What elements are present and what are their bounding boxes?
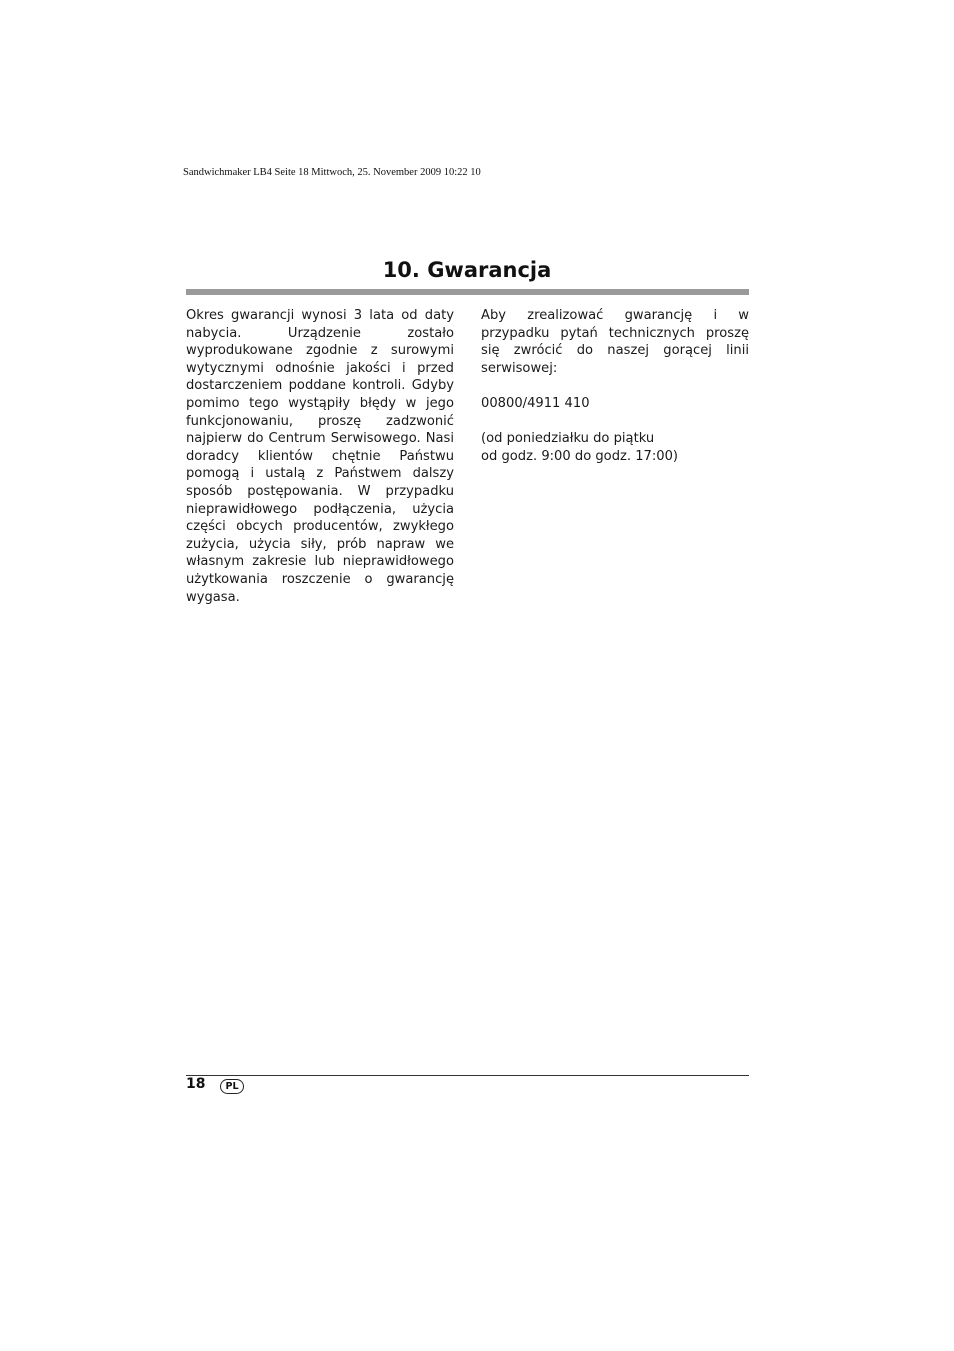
service-hours-line-2: od godz. 9:00 do godz. 17:00)	[481, 448, 679, 464]
section-title: 10. Gwarancja	[382, 258, 552, 282]
print-slug: Sandwichmaker LB4 Seite 18 Mittwoch, 25. November 2009 10:22 10	[183, 167, 481, 178]
warranty-terms-column	[186, 307, 454, 606]
page-number: 18	[186, 1076, 206, 1092]
title-underline-bar	[186, 289, 749, 295]
hotline-number: 00800/4911 410	[481, 395, 590, 411]
service-contact-column	[481, 307, 749, 465]
service-hours-line-1: (od poniedziałku do piątku	[481, 431, 655, 447]
warranty-terms-paragraph: Okres gwarancji wynosi 3 lata od daty nabycia. Urządzenie zostało wyprodukowane zgodnie z surowymi wytycznymi odnośnie jakości i przed dostarczeniem poddane kontroli. Gdyby pomimo tego wystąpiły błędy w jego funkcjonowaniu, proszę zadzwonić najpierw do Centrum Serwisowego. Nasi doradcy klientów chętnie Państwu pomogą i ustalą z Państwem dalszy sposób postępowania. W przypadku nieprawidłowego podłączenia, użycia części obcych producentów, zwykłego zużycia, użycia siły, prób napraw we własnym zakresie lub nieprawidłowego użytkowania roszczenie o gwarancję wygasa.	[186, 308, 454, 605]
service-intro-paragraph: Aby zrealizować gwarancję i w przypadku pytań technicznych proszę się zwrócić do naszej gorącej linii serwisowej:	[481, 308, 749, 376]
footer-divider	[186, 1075, 749, 1076]
language-badge: PL	[220, 1079, 244, 1094]
